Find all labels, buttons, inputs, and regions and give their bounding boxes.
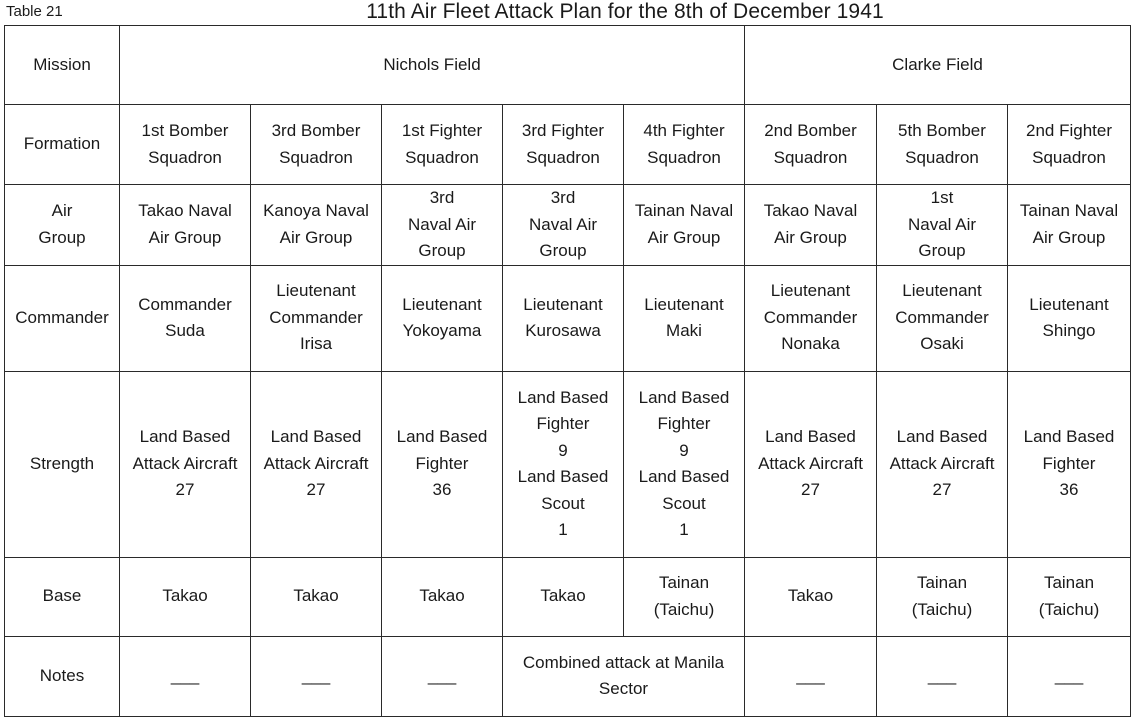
cell-air-group: Takao Naval Air Group	[120, 185, 251, 266]
cell-strength: Land Based Fighter 36	[1008, 371, 1131, 557]
cell-strength: Land Based Attack Aircraft 27	[745, 371, 877, 557]
cell-notes: ___	[745, 636, 877, 716]
cell-air-group: 3rd Naval Air Group	[503, 185, 624, 266]
cell-notes: ___	[382, 636, 503, 716]
cell-formation: 5th Bomber Squadron	[877, 105, 1008, 185]
formation-row	[5, 105, 1131, 185]
cell-strength: Land Based Fighter 9 Land Based Scout 1	[624, 371, 745, 557]
cell-commander: Lieutenant Maki	[624, 265, 745, 371]
row-label-commander: Commander	[5, 265, 120, 371]
cell-notes: ___	[120, 636, 251, 716]
cell-base: Takao	[120, 557, 251, 636]
cell-air-group: Kanoya Naval Air Group	[251, 185, 382, 266]
cell-formation: 1st Fighter Squadron	[382, 105, 503, 185]
cell-strength: Land Based Attack Aircraft 27	[120, 371, 251, 557]
cell-base: Tainan (Taichu)	[624, 557, 745, 636]
cell-notes-combined: Combined attack at Manila Sector	[503, 636, 745, 716]
mission-nichols-field: Nichols Field	[120, 26, 745, 105]
cell-formation: 3rd Bomber Squadron	[251, 105, 382, 185]
cell-base: Takao	[251, 557, 382, 636]
cell-air-group: Takao Naval Air Group	[745, 185, 877, 266]
cell-air-group: Tainan Naval Air Group	[1008, 185, 1131, 266]
air-group-row	[5, 185, 1131, 266]
cell-strength: Land Based Fighter 36	[382, 371, 503, 557]
cell-air-group: Tainan Naval Air Group	[624, 185, 745, 266]
cell-commander: Lieutenant Commander Nonaka	[745, 265, 877, 371]
cell-base: Takao	[745, 557, 877, 636]
cell-base: Takao	[382, 557, 503, 636]
cell-strength: Land Based Fighter 9 Land Based Scout 1	[503, 371, 624, 557]
table-label: Table 21	[6, 3, 63, 20]
base-row	[5, 557, 1131, 636]
cell-strength: Land Based Attack Aircraft 27	[877, 371, 1008, 557]
mission-row	[5, 26, 1131, 105]
row-label-strength: Strength	[5, 371, 120, 557]
cell-commander: Lieutenant Shingo	[1008, 265, 1131, 371]
cell-base: Tainan (Taichu)	[1008, 557, 1131, 636]
cell-formation: 3rd Fighter Squadron	[503, 105, 624, 185]
cell-base: Takao	[503, 557, 624, 636]
attack-plan-table	[4, 25, 1131, 717]
cell-formation: 4th Fighter Squadron	[624, 105, 745, 185]
row-label-notes: Notes	[5, 636, 120, 716]
cell-commander: Lieutenant Commander Irisa	[251, 265, 382, 371]
row-label-air-group: Air Group	[5, 185, 120, 266]
cell-commander: Lieutenant Commander Osaki	[877, 265, 1008, 371]
notes-row	[5, 636, 1131, 716]
page-title: 11th Air Fleet Attack Plan for the 8th of December 1941	[366, 0, 884, 23]
mission-clarke-field: Clarke Field	[745, 26, 1131, 105]
cell-air-group: 1st Naval Air Group	[877, 185, 1008, 266]
cell-base: Tainan (Taichu)	[877, 557, 1008, 636]
cell-notes: ___	[1008, 636, 1131, 716]
strength-row	[5, 371, 1131, 557]
cell-notes: ___	[877, 636, 1008, 716]
cell-commander: Commander Suda	[120, 265, 251, 371]
cell-formation: 2nd Bomber Squadron	[745, 105, 877, 185]
row-label-mission: Mission	[5, 26, 120, 105]
cell-formation: 1st Bomber Squadron	[120, 105, 251, 185]
cell-formation: 2nd Fighter Squadron	[1008, 105, 1131, 185]
cell-commander: Lieutenant Yokoyama	[382, 265, 503, 371]
cell-strength: Land Based Attack Aircraft 27	[251, 371, 382, 557]
commander-row	[5, 265, 1131, 371]
row-label-formation: Formation	[5, 105, 120, 185]
cell-air-group: 3rd Naval Air Group	[382, 185, 503, 266]
row-label-base: Base	[5, 557, 120, 636]
cell-notes: ___	[251, 636, 382, 716]
cell-commander: Lieutenant Kurosawa	[503, 265, 624, 371]
